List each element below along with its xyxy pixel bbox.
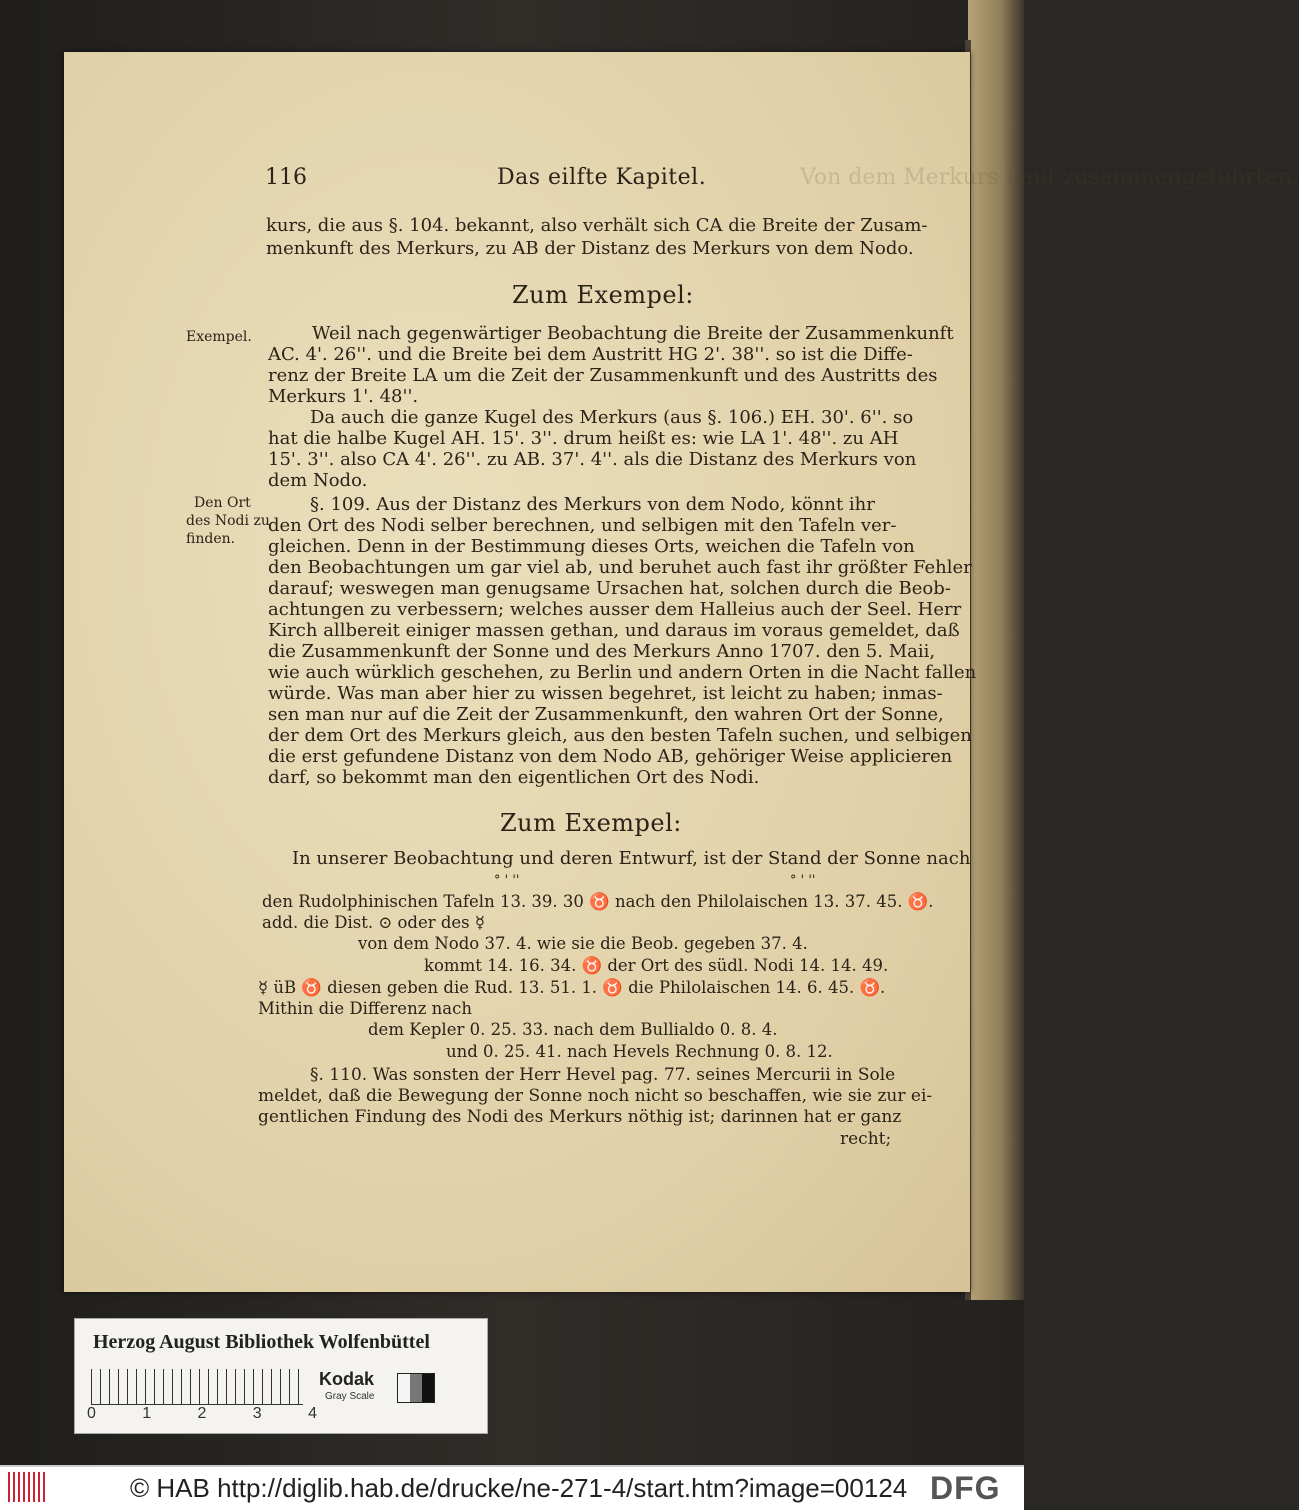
paragraph-line: §. 109. Aus der Distanz des Merkurs von dem Nodo, könnt ihr — [310, 494, 875, 515]
paragraph-line: darauf; weswegen man genugsame Ursachen hat, solchen durch die Beob- — [268, 578, 951, 599]
margin-note: finden. — [186, 531, 236, 547]
table-row: add. die Dist. ⊙ oder des ☿ — [262, 913, 486, 932]
paragraph-line: die Zusammenkunft der Sonne und des Merkurs Anno 1707. den 5. Maii, — [268, 641, 936, 662]
show-through-text: Von dem Merkurs Lauf zusammengeführten. — [800, 165, 1299, 190]
table-row: kommt 14. 16. 34. ♉ der Ort des südl. Nodi 14. 14. 49. — [424, 956, 889, 975]
paragraph-line: gentlichen Findung des Nodi des Merkurs nöthig ist; darinnen hat er ganz — [258, 1107, 902, 1127]
paragraph-line: gleichen. Denn in der Bestimmung dieses Orts, weichen die Tafeln von — [268, 536, 915, 557]
paragraph-line: AC. 4'. 26''. und die Breite bei dem Austritt HG 2'. 38''. so ist die Diffe- — [268, 344, 913, 365]
intro-line: kurs, die aus §. 104. bekannt, also verhält sich CA die Breite der Zusam- — [266, 215, 928, 236]
paragraph-line: Da auch die ganze Kugel des Merkurs (aus §. 106.) EH. 30'. 6''. so — [310, 407, 914, 428]
paragraph-line: würde. Was man aber hier zu wissen begehret, ist leicht zu haben; inmas- — [268, 683, 943, 704]
catchword: recht; — [840, 1129, 892, 1149]
ruler-number: 3 — [252, 1405, 262, 1422]
table-row: den Rudolphinischen Tafeln 13. 39. 30 ♉ nach den Philolaischen 13. 37. 45. ♉. — [262, 892, 934, 911]
paragraph-line: der dem Ort des Merkurs gleich, aus den besten Tafeln suchen, und selbigen — [268, 725, 972, 746]
degree-marks: ° ' '' — [790, 873, 816, 888]
table-row: und 0. 25. 41. nach Hevels Rechnung 0. 8. 12. — [446, 1042, 833, 1061]
paragraph-line: meldet, daß die Bewegung der Sonne noch nicht so beschaffen, wie sie zur ei- — [258, 1086, 933, 1106]
swatch — [410, 1374, 422, 1402]
paragraph-line: den Ort des Nodi selber berechnen, und selbigen mit den Tafeln ver- — [268, 515, 897, 536]
paragraph-line: den Beobachtungen um gar viel ab, und beruhet auch fast ihr größter Fehler — [268, 557, 972, 578]
color-calibration-card — [74, 1318, 488, 1434]
ruler-number: 0 — [87, 1405, 96, 1422]
ruler-numbers — [87, 1405, 317, 1423]
table-row: von dem Nodo 37. 4. wie sie die Beob. gegeben 37. 4. — [358, 934, 808, 953]
table-row: dem Kepler 0. 25. 33. nach dem Bullialdo 0. 8. 4. — [368, 1020, 778, 1039]
ruler-number: 2 — [197, 1405, 207, 1422]
footer-credit: © HAB http://diglib.hab.de/drucke/ne-271-4/start.htm?image=00124 — [130, 1473, 908, 1503]
ruler-number: 4 — [308, 1405, 317, 1422]
table-intro: In unserer Beobachtung und deren Entwurf, ist der Stand der Sonne nach — [292, 848, 971, 869]
table-row: Mithin die Differenz nach — [258, 999, 472, 1018]
ruler-scale — [91, 1369, 303, 1405]
section-heading: Zum Exempel: — [512, 281, 694, 309]
margin-note: des Nodi zu — [186, 513, 270, 529]
gray-scale-label: Gray Scale — [325, 1391, 375, 1402]
swatch — [398, 1374, 410, 1402]
page-number: 116 — [265, 165, 307, 190]
section-heading: Zum Exempel: — [500, 809, 682, 837]
paragraph-line: 15'. 3''. also CA 4'. 26''. zu AB. 37'. 4''. als die Distanz des Merkurs von — [268, 449, 917, 470]
barcode-icon — [8, 1472, 48, 1502]
dfg-logo: DFG — [930, 1470, 1001, 1506]
intro-line: menkunft des Merkurs, zu AB der Distanz des Merkurs von dem Nodo. — [266, 238, 914, 259]
library-name: Herzog August Bibliothek Wolfenbüttel — [93, 1331, 430, 1353]
paragraph-line: Weil nach gegenwärtiger Beobachtung die Breite der Zusammenkunft — [312, 323, 954, 344]
degree-marks: ° ' '' — [494, 873, 520, 888]
paragraph-line: die erst gefundene Distanz von dem Nodo AB, gehöriger Weise applicieren — [268, 746, 953, 767]
paragraph-line: Kirch allbereit einiger massen gethan, und daraus im voraus gemeldet, daß — [268, 620, 960, 641]
paragraph-line: sen man nur auf die Zeit der Zusammenkunft, den wahren Ort der Sonne, — [268, 704, 944, 725]
paragraph-line: wie auch würklich geschehen, zu Berlin und andern Orten in die Nacht fallen — [268, 662, 977, 683]
paragraph-line: renz der Breite LA um die Zeit der Zusammenkunft und des Austritts des — [268, 365, 938, 386]
paragraph-line: hat die halbe Kugel AH. 15'. 3''. drum heißt es: wie LA 1'. 48''. zu AH — [268, 428, 899, 449]
paragraph-line: Merkurs 1'. 48''. — [268, 386, 419, 407]
gray-swatches — [397, 1373, 435, 1403]
paragraph-line: §. 110. Was sonsten der Herr Hevel pag. 77. seines Mercurii in Sole — [310, 1065, 896, 1085]
paragraph-line: achtungen zu verbessern; welches ausser dem Halleius auch der Seel. Herr — [268, 599, 962, 620]
margin-note: Exempel. — [186, 329, 252, 345]
paragraph-line: darf, so bekommt man den eigentlichen Ort des Nodi. — [268, 767, 760, 788]
kodak-brand: Kodak — [319, 1369, 375, 1389]
swatch — [422, 1374, 434, 1402]
facing-page-edge — [968, 0, 1024, 1300]
chapter-title: Das eilfte Kapitel. — [497, 165, 707, 190]
table-row: ☿ üB ♉ diesen geben die Rud. 13. 51. 1. ♉ die Philolaischen 14. 6. 45. ♉. — [258, 978, 886, 997]
paragraph-line: dem Nodo. — [268, 470, 368, 491]
margin-note: Den Ort — [194, 495, 251, 511]
ruler-number: 1 — [142, 1405, 152, 1422]
